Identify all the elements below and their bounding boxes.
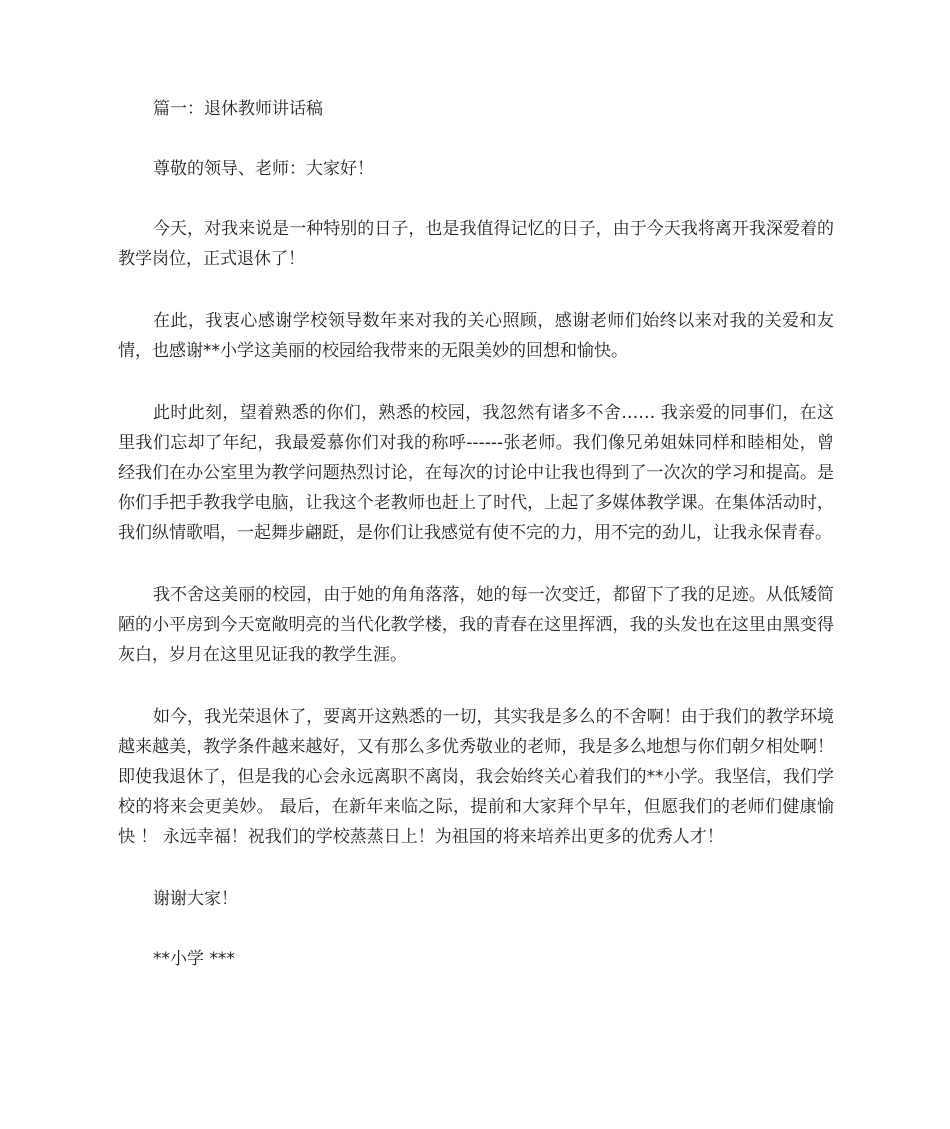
paragraph-2: 在此，我衷心感谢学校领导数年来对我的关心照顾，感谢老师们始终以来对我的关爱和友情，也感谢**小学这美丽的校园给我带来的无限美妙的回想和愉快。 — [118, 311, 834, 361]
document-page — [118, 94, 834, 1004]
closing-line: 谢谢大家！ — [153, 889, 238, 909]
paragraph-5: 如今，我光荣退休了，要离开这熟悉的一切，其实我是多么的不舍啊！由于我们的教学环境越来越美，教学条件越来越好，又有那么多优秀敬业的老师，我是多么地想与你们朝夕相处啊！即使我退休了，但是我的心会永远离职不离岗，我会始终关心着我们的**小学。我坚信，我们学校的将来会更美妙。 最后，在新年来临之际，提前和大家拜个早年，但愿我们的老师们健康愉快 ！ 永远幸福！祝我们的学校蒸蒸日上！为祖国的将来培养出更多的优秀人才！ — [118, 707, 834, 847]
paragraph-1: 今天，对我来说是一种特别的日子，也是我值得记忆的日子，由于今天我将离开我深爱着的教学岗位，正式退休了！ — [118, 219, 834, 269]
paragraph-3: 此时此刻，望着熟悉的你们，熟悉的校园，我忽然有诸多不舍…… 我亲爱的同事们，在这里我们忘却了年纪，我最爱慕你们对我的称呼------张老师。我们像兄弟姐妹同样和睦相处，曾经我们在办公室里为教学问题热烈讨论，在每次的讨论中让我也得到了一次次的学习和提高。是你们手把手教我学电脑，让我这个老教师也赶上了时代，上起了多媒体教学课。在集体活动时，我们纵情歌唱，一起舞步翩跹，是你们让我感觉有使不完的力，用不完的劲儿，让我永保青春。 — [118, 403, 834, 543]
signature: **小学 *** — [153, 949, 235, 969]
document-title: 篇一：退休教师讲话稿 — [153, 99, 323, 119]
salutation: 尊敬的领导、老师：大家好！ — [153, 159, 374, 179]
paragraph-4: 我不舍这美丽的校园，由于她的角角落落，她的每一次变迁，都留下了我的足迹。从低矮简陋的小平房到今天宽敞明亮的当代化教学楼，我的青春在这里挥洒，我的头发也在这里由黑变得灰白，岁月在这里见证我的教学生涯。 — [118, 585, 834, 665]
